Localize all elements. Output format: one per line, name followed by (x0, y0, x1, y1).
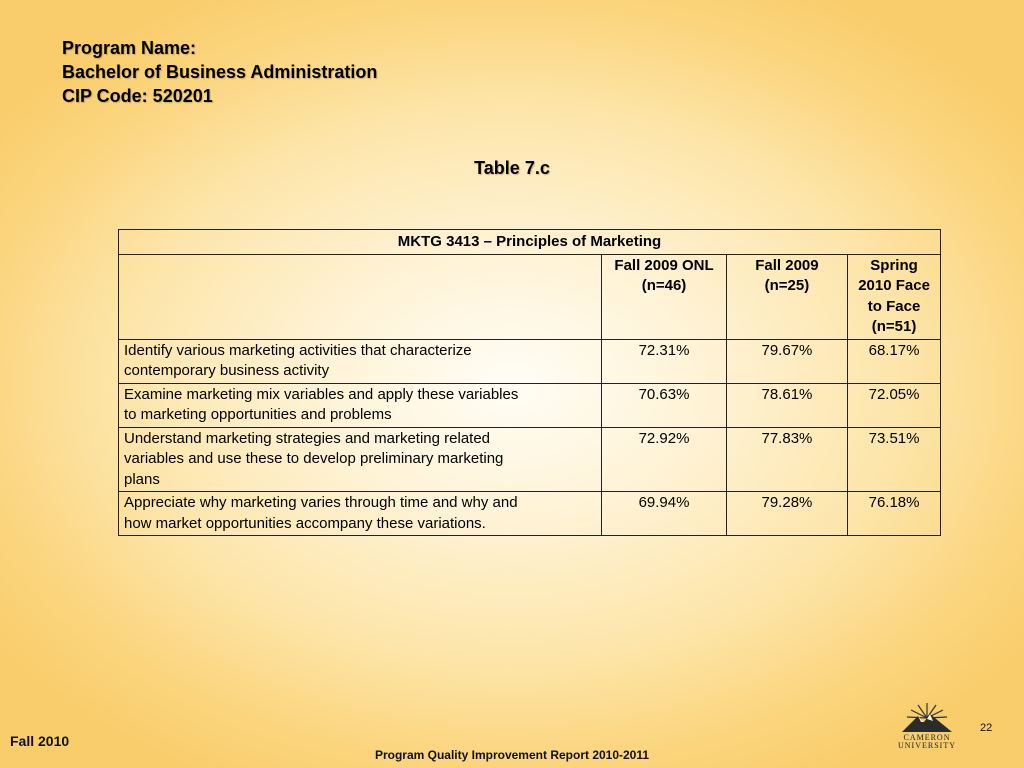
column-header-line: 2010 Face (858, 277, 930, 294)
outcome-label (119, 492, 602, 536)
value-cell: 79.28% (726, 492, 847, 536)
outcome-label-line: to marketing opportunities and problems (124, 406, 392, 423)
column-header-line: Fall 2009 ONL (614, 256, 714, 274)
column-header-fall-2009-onl (602, 254, 727, 339)
value-cell: 79.67% (726, 339, 847, 383)
column-header-line: Spring (870, 256, 918, 274)
column-header-line: to Face (867, 297, 921, 315)
value-cell: 68.17% (848, 339, 941, 383)
column-header-line: (n=51) (871, 318, 917, 335)
value-cell: 76.18% (848, 492, 941, 536)
value-cell: 73.51% (848, 427, 941, 492)
table-header-row (119, 254, 941, 339)
page-number: 22 (980, 722, 993, 734)
program-header (62, 36, 377, 108)
table-row (119, 383, 941, 427)
footer-report-title: Program Quality Improvement Report 2010-2011 (374, 748, 650, 762)
header-empty-cell (119, 254, 602, 339)
mountain-sun-icon (896, 700, 958, 734)
value-cell: 72.05% (848, 383, 941, 427)
value-cell: 69.94% (602, 492, 727, 536)
footer-term: Fall 2010 (10, 733, 70, 749)
value-cell: 78.61% (726, 383, 847, 427)
results-table (118, 229, 941, 536)
outcome-label-line: variables and use these to develop preliminary marketing (124, 450, 504, 467)
outcome-label (119, 383, 602, 427)
logo-line: UNIVERSITY (898, 741, 956, 750)
value-cell: 72.31% (602, 339, 727, 383)
table-row (119, 427, 941, 492)
outcome-label-line: contemporary business activity (124, 362, 330, 379)
table-caption-row (119, 230, 941, 255)
cameron-university-logo (896, 700, 958, 750)
cip-code: CIP Code: 520201 (62, 86, 213, 106)
column-header-fall-2009 (726, 254, 847, 339)
table-row (119, 492, 941, 536)
program-name-label: Program Name: (62, 38, 197, 58)
column-header-line: (n=46) (641, 277, 687, 294)
table-title: Table 7.c (474, 158, 550, 178)
value-cell: 72.92% (602, 427, 727, 492)
outcome-label-line: Appreciate why marketing varies through time and why and (124, 494, 518, 511)
outcome-label-line: Examine marketing mix variables and apply these variables (124, 385, 519, 403)
column-header-spring-2010 (848, 254, 941, 339)
table-caption: MKTG 3413 – Principles of Marketing (119, 230, 941, 255)
value-cell: 77.83% (726, 427, 847, 492)
value-cell: 70.63% (602, 383, 727, 427)
column-header-line: (n=25) (764, 277, 810, 294)
table-row (119, 339, 941, 383)
outcome-label (119, 339, 602, 383)
program-name: Bachelor of Business Administration (62, 62, 378, 82)
outcome-label-line: plans (124, 470, 160, 488)
outcome-label (119, 427, 602, 492)
outcome-label-line: Identify various marketing activities that characterize (124, 341, 472, 359)
logo-line: CAMERON (903, 733, 951, 742)
column-header-line: Fall 2009 (755, 256, 819, 274)
outcome-label-line: Understand marketing strategies and marketing related (124, 429, 491, 447)
outcome-label-line: how market opportunities accompany these variations. (124, 514, 486, 532)
